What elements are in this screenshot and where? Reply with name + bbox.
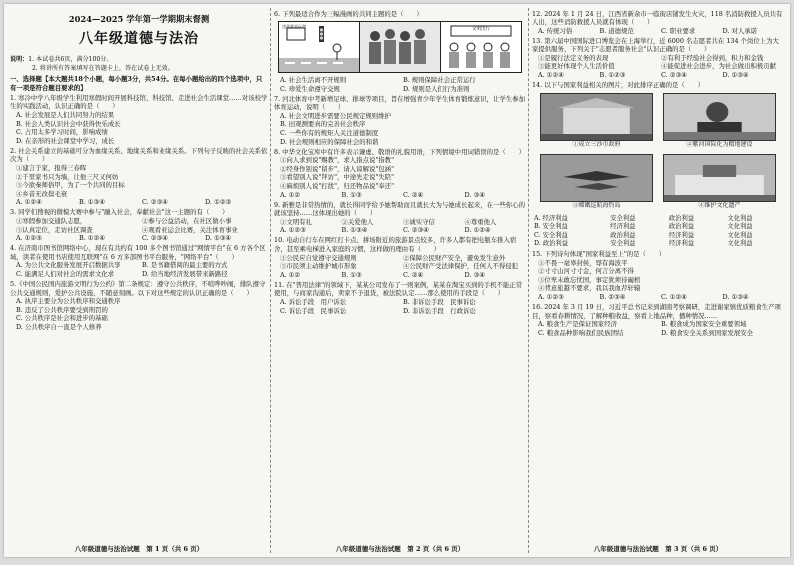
- question-stem: 11. 在"普用法律"的领域下，某某公司发布了一则案例，某某在淘宝买到的手机不能正常使用，与商家沟通后，卖家不予退货，被法院认定……那么使用的手段是（ ）: [274, 280, 523, 298]
- option-c: C. ②③④: [142, 198, 168, 207]
- exam-title: 八年级道德与法治: [79, 31, 199, 48]
- question-5: [10, 280, 268, 331]
- question-stem: 1. 寒冷中学八年级学生利用寒假时间开展科技馆、科技馆、走进社会生活课堂……对该校学生的实践活动，认识正确的是（ ）: [10, 93, 268, 111]
- port-image-icon: [664, 94, 775, 140]
- statement-row: [274, 262, 526, 271]
- option-d: D. 在亲形的社会课堂中学习，成长: [16, 136, 115, 145]
- question-stem: 3. 同学们搜视的微模大赛中参与"融入社会，奉献社会"这一主题的有（ ）: [10, 208, 229, 217]
- option-d: D. 粮食安全关系到国家发展安全: [661, 328, 754, 337]
- option-c: C. 公共秩序是社会和进步的基础: [16, 314, 108, 323]
- option-c: C. ②③④: [403, 226, 429, 235]
- statement-item: ①文明有礼: [280, 217, 312, 226]
- option-a: A. ①②: [280, 270, 301, 279]
- option-b: B. ①③: [341, 270, 362, 279]
- option-c: C. ②③④: [661, 71, 687, 80]
- page-footer: 八年级道德与法治试题 第 2 页（共 6 页）: [335, 545, 465, 553]
- statement-item: ③能更好体现个人生活价值: [538, 62, 615, 71]
- statement-item: ①是履行法定义务的表现: [538, 53, 609, 62]
- question-13: [532, 37, 784, 80]
- option-a: A. ①②③: [280, 226, 306, 235]
- statement-item: ④麻烦别人说"打扰"，归还物品说"奉还": [280, 182, 395, 191]
- option-b: B. ①②③: [599, 71, 626, 80]
- photo-caption: ②紫河国际化为精地建设: [686, 140, 753, 148]
- question-15: [532, 250, 784, 301]
- statement-item: ②千里家书只为墙，让他三尺又何妨: [16, 172, 119, 181]
- option-c: C. ②④: [403, 190, 424, 199]
- table-row: B. 安全利益 经济利益 政治利益 文化利益: [534, 223, 753, 231]
- question-stem: 5.《中国公民国内旅游文明行为公约》第二条规定：遵守公共秩序，不喧哗吵闹，排队遵守公共交通规则，爱护公共设施，不随意刻画。以下对这些规定的认识正确的是（ ）: [10, 279, 266, 297]
- aircraft-image-icon: [541, 155, 652, 201]
- question-stem: 14. 以下与国家利益相关的图片，对此排序正确的是（ ）: [532, 81, 704, 90]
- statement-item: ②经身作别说"留步"，请人谅解说"包涵": [280, 164, 395, 173]
- option-a: A. 粮食生产是保证国家经济: [538, 320, 617, 329]
- option-c: C. 能满足人们对社会的需求文化求: [16, 269, 115, 278]
- option-b: B. ①③④: [341, 226, 368, 235]
- statement-item: ④乡音无改鬓毛衰: [16, 189, 68, 198]
- option-row: [274, 85, 526, 94]
- option-a: A. ①②③: [538, 292, 564, 301]
- option-b: B. 田观测要真的完善社会秩序: [280, 120, 366, 129]
- statement-item: ①建言于家，报得三春晖: [16, 163, 87, 172]
- palace-image-icon: [664, 155, 775, 201]
- page-3-column: [532, 8, 784, 538]
- option-b: B. ①③: [341, 190, 362, 199]
- option-row: [532, 320, 784, 329]
- statement-item: ③市民须主动维护城市形象: [280, 262, 357, 271]
- question-8: [274, 148, 526, 199]
- instructions-line-2: 2. 将讲所有答案填写在答题卡上，答在试卷上无效。: [32, 65, 174, 73]
- option-d: D. 对人承诺: [722, 26, 758, 35]
- cartoon-panel-traffic: [279, 22, 360, 72]
- option-a: A. 社会发展是人们共同努力的结果: [16, 110, 115, 119]
- page-footer: 八年级道德与法治试题 第 3 页（共 6 页）: [593, 545, 723, 553]
- option-row: [532, 329, 784, 338]
- option-row: [274, 307, 526, 316]
- question-stem: 10. 电动自行车在网红打卡点、拼场附近的旅游景点较多，许多人都有把电瓶车推入宿舍，甚至乘电梯进入家庭的习惯，这样做的理由有（ ）: [274, 236, 517, 254]
- photo-port-construction: [663, 93, 776, 141]
- statement-item: ③今欲秦师俗甲，为了一个共同的目标: [16, 181, 125, 190]
- statement-item: ①公民应自觉遵守交通规则: [280, 253, 357, 262]
- option-row: [274, 226, 526, 235]
- option-d: D. ①③④: [205, 234, 232, 243]
- option-a: A. 传统习俗: [538, 26, 573, 35]
- option-c: C. ①②④: [661, 292, 687, 301]
- question-stem: 13. 第六届中国国际进口博览会在上海举行，近 6000 名志愿者共在 134 个岗位上为大家提供服务，下列关于"志愿者服务社会"认识正确的是（ ）: [532, 36, 779, 54]
- photo-potala-palace: [663, 154, 776, 202]
- option-c: C. 诉讼手段 民事诉讼: [280, 306, 347, 315]
- question-12: [532, 10, 784, 36]
- cartoon-sign-text: 违章就是玩命: [282, 24, 306, 30]
- option-b: B. ②③④: [599, 292, 626, 301]
- option-d: D. 公共秩序自一直是个人修养: [16, 322, 102, 331]
- page-1-column: [10, 8, 268, 538]
- statement-item: ④尊重他人: [464, 217, 497, 226]
- question-stem: 12. 2024 年 1 月 24 日，江西省新余市一临街店铺发生火灾，118 名消防救援人员共有人出，这些消防救援人员就有体现（ ）: [532, 9, 783, 27]
- cartoon-banner-text: 文明出行: [472, 27, 490, 33]
- option-c: C. 粮食品种影响我们民族团结: [538, 328, 624, 337]
- question-stem: 2. 社会关系建立的基础可分为血缘关系、地缘关系和业缘关系。下列句子反映的社会关系依次为（ ）: [10, 146, 268, 164]
- statement-row: [10, 226, 268, 235]
- question-14: [532, 81, 784, 248]
- statement-item: ④背意旅越不要求，我以我血荐轩辕: [538, 284, 641, 293]
- question-9: [274, 201, 526, 235]
- option-b: B. 粮食成为国家安全重要领域: [661, 320, 747, 329]
- option-d: D. ③④: [464, 270, 485, 279]
- table-row: C. 安全利益 政治利益 经济利益 文化利益: [534, 231, 753, 239]
- option-c: C. ②③④: [142, 234, 168, 243]
- statement-item: ①向人求到说"赐教"，求人指点说"指教": [280, 156, 395, 165]
- option-c: C. 一些你有的规矩人关注道德制度: [280, 129, 379, 138]
- option-b: B. 是书籍借阅的最主要的方式: [142, 261, 228, 270]
- option-b: B. ①③④: [79, 198, 105, 207]
- cartoon-panel-queue: [441, 22, 521, 72]
- photo-caption: ①成立三沙市政府: [572, 140, 621, 148]
- option-row: [532, 71, 784, 80]
- cartoon-figure: [278, 21, 522, 73]
- page-2-column: [274, 8, 526, 538]
- question-10: [274, 236, 526, 279]
- question-7: [274, 95, 526, 146]
- traffic-cartoon-icon: [279, 22, 359, 72]
- option-row: [274, 271, 526, 280]
- statement-row: [532, 62, 784, 71]
- statement-row: [274, 218, 526, 227]
- option-a: A. ①②③: [16, 234, 42, 243]
- statement-item: ①寒假参加交通队志愿，: [16, 216, 87, 225]
- option-d: D. 非诉讼手段 行政诉讼: [403, 306, 476, 315]
- option-d: D. 社会规则相应的保障社会的和谐: [280, 137, 379, 146]
- option-c: C. 占用太多学习时间，影响成绩: [16, 128, 108, 137]
- photo-fighter-jets: [540, 154, 653, 202]
- option-d: D. ①③④: [722, 292, 749, 301]
- page-footer: 八年级道德与法治试题 第 1 页（共 6 页）: [74, 545, 204, 553]
- photo-grid: [540, 93, 776, 212]
- building-image-icon: [541, 94, 652, 140]
- option-b: B. 社会人类认识社会中获得快乐成长: [16, 119, 121, 128]
- statement-item: ④观看亚运会比赛，关注体育事业: [142, 225, 238, 234]
- question-1: [10, 94, 268, 145]
- option-d: D. ①②④: [464, 226, 491, 235]
- option-b: B. 规则保障社会正常运行: [403, 76, 476, 85]
- option-a: A. 为公共文化服务发展开启数据共享: [16, 261, 121, 270]
- question-6: [274, 10, 526, 94]
- question-stem: 7. 河北体育中考新增足球、排球等项目，旨在增强青少年学生体育锻炼意识，让学生参加体育运动，说明（ ）: [274, 94, 525, 112]
- option-a: A. 执序主要分为公共秩序和交通秩序: [16, 297, 121, 306]
- question-stem: 8. 中华文化宝库中有许多表示谦虚、敬语的礼貌用语，下列情境中用词错误的是（ ）: [274, 147, 525, 156]
- table-row: A. 经济利益 安全利益 政治利益 文化利益: [534, 214, 753, 222]
- column-divider: [528, 8, 529, 553]
- option-d: D. 给当地经济发展带来新路径: [142, 269, 228, 278]
- option-a: A. ①②: [280, 190, 301, 199]
- option-row: [274, 298, 526, 307]
- option-row: [274, 76, 526, 85]
- statement-item: ④能促进社会进步，为社会做出积极贡献: [661, 62, 777, 71]
- photo-item: [540, 93, 653, 151]
- option-b: B. 非诉讼手段 民事诉讼: [403, 298, 476, 307]
- question-stem: 15. 下列诗句体现"国家利益至上"的是（ ）: [532, 250, 666, 259]
- instructions-line-1: 说明：1. 本试卷共6页，满分100分。: [10, 55, 113, 63]
- option-c: C. ②④: [403, 270, 424, 279]
- option-b: B. 违反了公共秩序要受到刑罚的: [16, 305, 108, 314]
- question-11: [274, 281, 526, 315]
- photo-caption: ③嫦娥巡航海钓岛: [572, 201, 621, 209]
- cartoon-panel-crowd: [360, 22, 441, 72]
- statement-item: ②有利于经验社会得到，积力和金钱: [661, 53, 764, 62]
- option-d: D. 规则是人们行为准则: [403, 84, 470, 93]
- statement-item: ①不畏一毫辜封侯，辱有海波平: [538, 258, 628, 267]
- photo-government-building: [540, 93, 653, 141]
- photo-item: [663, 154, 776, 212]
- exam-sheet: [4, 4, 790, 557]
- option-d: D. ③④: [464, 190, 485, 199]
- photo-item: [663, 93, 776, 151]
- option-a: A. 诉讼手段 用户诉讼: [280, 298, 347, 307]
- statement-item: ③认真定位，走访社区调查: [16, 225, 93, 234]
- option-row: [532, 293, 784, 302]
- question-stem: 6. 下列最适合作为三幅漫画的共同主题的是（ ）: [274, 9, 423, 18]
- question-2: [10, 147, 268, 207]
- statement-item: ④公民财产受法律保护，任何人不得侵犯: [403, 262, 519, 271]
- option-d: D. ①②③: [205, 198, 232, 207]
- statement-item: ②保障公民财产安全，避免发生意外: [403, 253, 506, 262]
- option-row: [532, 27, 784, 36]
- option-row: [274, 191, 526, 200]
- statement-item: ②关爱他人: [341, 217, 374, 226]
- statement-item: ③看望别人说"拜访"，中途先走说"失陪": [280, 173, 395, 182]
- statement-item: ②参与公益活动，在社区做小事: [142, 216, 232, 225]
- answer-options-table: [532, 215, 784, 249]
- option-a: A. ①②④: [538, 71, 564, 80]
- question-stem: 9. 新雅是非常热情的，就长得同学给予她帮助而且就长大为与她成长起来，在一些你心的就该坚持……这体现出她的（ ）: [274, 200, 525, 218]
- option-row: [10, 198, 268, 207]
- question-3: [10, 208, 268, 242]
- question-stem: 4. 在济南市图书馆网络中心，现在有共约有 100 多个图书馆通过"网情平台"在 6 方各个区域，读者在使用书店使用互联网"在 6 方多部图书平台服务，"网络平台"（ ）: [10, 244, 266, 261]
- option-b: B. ①②④: [79, 234, 105, 243]
- question-stem: 16. 2024 年 3 月 19 日，习近平总书记来到湖南考察调研，走进谢家镇优质粮食生产项目，察看春耕情况，了解种粮收益，察看上地品种，播种情况……: [532, 302, 781, 320]
- option-a: A. ①②④: [16, 198, 42, 207]
- question-16: [532, 303, 784, 337]
- exam-year-header: 2024—2025 学年第一学期期末督测: [68, 14, 210, 24]
- option-d: D. ①③④: [722, 71, 749, 80]
- crowd-cartoon-icon: [360, 22, 440, 72]
- option-c: C. 职业要求: [661, 26, 696, 35]
- table-row: D. 政治利益 安全利益 经济利益 文化利益: [534, 240, 753, 248]
- option-row: [10, 270, 268, 279]
- statement-row: [274, 254, 526, 263]
- statement-item: ②寸寸山河寸寸金，何言分离不得: [538, 267, 634, 276]
- photo-caption: ④维护文化遗产: [698, 201, 741, 209]
- column-divider: [270, 8, 271, 553]
- option-row: [10, 234, 268, 243]
- statement-item: ③位卑未敢忘忧国，事定犹须待阖棺: [538, 275, 641, 284]
- option-c: C. 珍爱生命遵守交规: [280, 84, 340, 93]
- option-a: A. 社会文明进步需要公民规定规则维护: [280, 111, 391, 120]
- option-b: B. 道德规范: [599, 26, 634, 35]
- option-row: [10, 261, 268, 270]
- question-4: [10, 244, 268, 278]
- photo-item: [540, 154, 653, 212]
- statement-item: ③诚实守信: [403, 217, 435, 226]
- option-a: A. 社会生活离不开规则: [280, 76, 347, 85]
- section-1-heading: 一、选择题【本大题共18个小题，每小题3分，共54分。在每小题给出的四个选项中，只有一项是符合题目要求的】: [10, 75, 263, 92]
- statement-row: [10, 217, 268, 226]
